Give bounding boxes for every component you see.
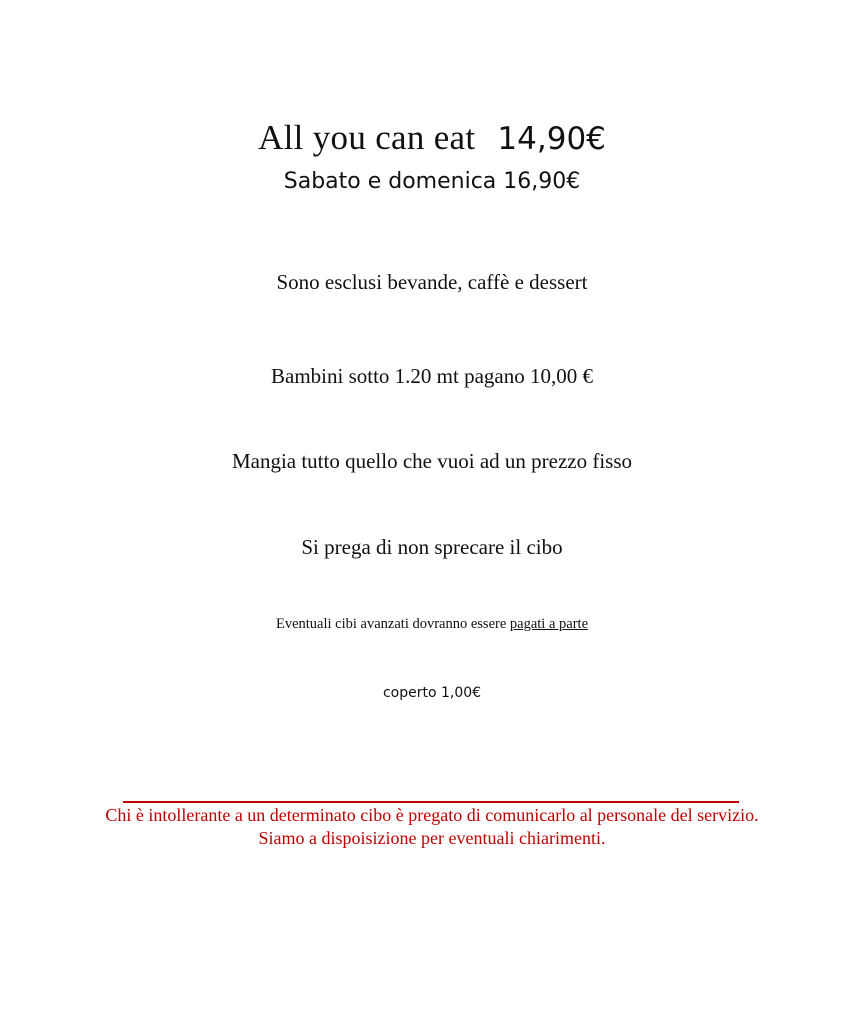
leftover-prefix: Eventuali cibi avanzati dovranno essere [275, 616, 507, 632]
divider-line [123, 801, 739, 803]
leftover-note [0, 616, 864, 633]
weekend-price: Sabato e domenica 16,90€ [283, 169, 581, 194]
menu-title [0, 118, 864, 158]
leftover-underlined: pagati a parte [509, 616, 588, 632]
cover-charge: coperto 1,00€ [382, 685, 482, 701]
children-price-note: Bambini sotto 1.20 mt pagano 10,00 € [271, 364, 593, 388]
title-text: All you can eat [258, 118, 476, 157]
no-waste-note: Si prega di non sprecare il cibo [301, 535, 563, 559]
allergy-notice-line-1: Chi è intollerante a un determinato cibo è pregato di comunicarlo al personale del servizio. [105, 805, 759, 825]
allergy-notice-line-2: Siamo a dispoisizione per eventuali chiarimenti. [258, 828, 606, 848]
title-price: 14,90€ [497, 121, 606, 157]
excluded-items-note: Sono esclusi bevande, caffè e dessert [276, 270, 588, 294]
fixed-price-note: Mangia tutto quello che vuoi ad un prezzo fisso [231, 449, 633, 473]
